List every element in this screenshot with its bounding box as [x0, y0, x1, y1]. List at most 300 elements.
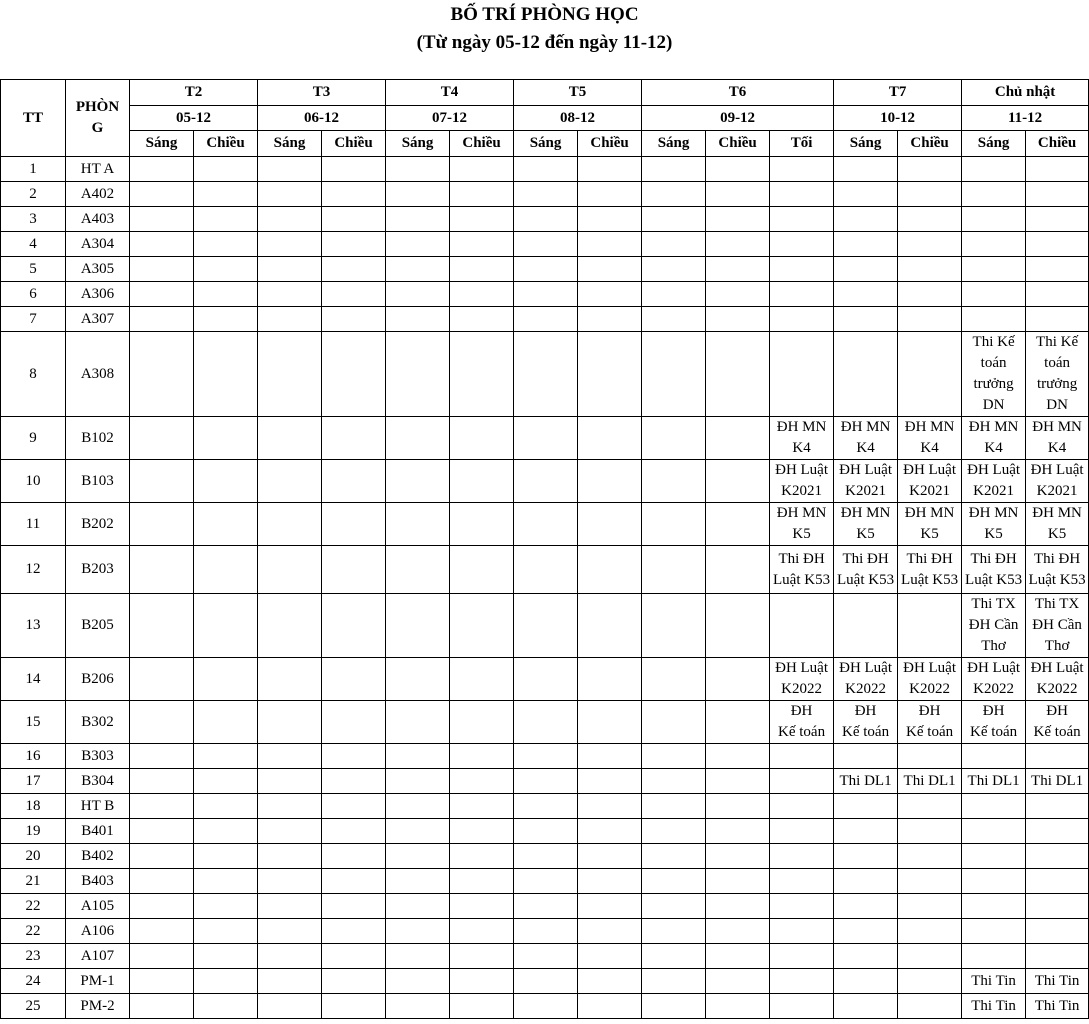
schedule-cell: [194, 919, 258, 944]
schedule-cell: [386, 658, 450, 701]
schedule-cell: [962, 232, 1026, 257]
schedule-cell: [706, 182, 770, 207]
table-row: [1, 594, 1089, 658]
table-row: [1, 869, 1089, 894]
schedule-cell: [258, 701, 322, 744]
table-row: [1, 282, 1089, 307]
schedule-cell: [322, 460, 386, 503]
schedule-cell: [706, 594, 770, 658]
room-name: HT A: [66, 157, 130, 182]
schedule-cell: [642, 417, 706, 460]
schedule-cell: [514, 460, 578, 503]
schedule-cell: [962, 207, 1026, 232]
table-row: [1, 769, 1089, 794]
schedule-cell: Thi ĐH Luật K53: [770, 546, 834, 594]
schedule-cell: [514, 232, 578, 257]
schedule-cell: [450, 207, 514, 232]
schedule-cell: [1026, 257, 1089, 282]
date-header: 05-12: [130, 106, 258, 131]
schedule-cell: [322, 658, 386, 701]
schedule-cell: [450, 794, 514, 819]
schedule-cell: ĐH Kế toán: [770, 701, 834, 744]
schedule-cell: [450, 969, 514, 994]
session-header: Chiều: [194, 131, 258, 157]
room-name: PM-1: [66, 969, 130, 994]
room-name: B202: [66, 503, 130, 546]
schedule-cell: [322, 994, 386, 1019]
session-header: Chiều: [322, 131, 386, 157]
schedule-cell: ĐH Luật K2021: [898, 460, 962, 503]
room-name: A106: [66, 919, 130, 944]
schedule-cell: [770, 157, 834, 182]
schedule-cell: [322, 257, 386, 282]
schedule-cell: [130, 503, 194, 546]
table-row: [1, 794, 1089, 819]
schedule-cell: [386, 769, 450, 794]
schedule-cell: [706, 844, 770, 869]
schedule-cell: [642, 919, 706, 944]
schedule-cell: [642, 744, 706, 769]
day-header: T7: [834, 80, 962, 106]
schedule-cell: [898, 844, 962, 869]
header-sessions-row: [1, 131, 1089, 157]
session-header: Chiều: [578, 131, 642, 157]
schedule-cell: [258, 307, 322, 332]
row-number: 4: [1, 232, 66, 257]
room-name: B205: [66, 594, 130, 658]
schedule-cell: [834, 307, 898, 332]
schedule-cell: [258, 919, 322, 944]
schedule-cell: [578, 658, 642, 701]
schedule-cell: [834, 157, 898, 182]
schedule-cell: Thi Tin: [1026, 969, 1089, 994]
row-number: 5: [1, 257, 66, 282]
schedule-cell: [770, 257, 834, 282]
schedule-cell: [642, 819, 706, 844]
schedule-cell: [1026, 844, 1089, 869]
schedule-cell: [386, 919, 450, 944]
schedule-cell: [258, 894, 322, 919]
table-row: [1, 894, 1089, 919]
schedule-cell: [706, 969, 770, 994]
row-number: 13: [1, 594, 66, 658]
schedule-cell: ĐH Kế toán: [1026, 701, 1089, 744]
table-row: [1, 460, 1089, 503]
date-header: 10-12: [834, 106, 962, 131]
schedule-cell: [642, 332, 706, 417]
table-row: [1, 232, 1089, 257]
schedule-cell: [386, 257, 450, 282]
room-name: PM-2: [66, 994, 130, 1019]
row-number: 9: [1, 417, 66, 460]
schedule-cell: [706, 503, 770, 546]
schedule-cell: [258, 257, 322, 282]
schedule-cell: Thi Kế toán trưởng DN: [1026, 332, 1089, 417]
schedule-cell: [130, 257, 194, 282]
schedule-cell: [578, 794, 642, 819]
day-header: T5: [514, 80, 642, 106]
session-header: Chiều: [706, 131, 770, 157]
schedule-cell: [578, 944, 642, 969]
day-header: T4: [386, 80, 514, 106]
schedule-cell: ĐH MN K4: [770, 417, 834, 460]
schedule-cell: [770, 819, 834, 844]
schedule-cell: ĐH MN K4: [962, 417, 1026, 460]
session-header: Sáng: [962, 131, 1026, 157]
schedule-cell: [514, 994, 578, 1019]
schedule-cell: [194, 307, 258, 332]
schedule-cell: [578, 282, 642, 307]
schedule-cell: [450, 844, 514, 869]
schedule-cell: [130, 658, 194, 701]
schedule-cell: [578, 769, 642, 794]
schedule-cell: [322, 794, 386, 819]
schedule-cell: [194, 701, 258, 744]
table-row: [1, 257, 1089, 282]
schedule-cell: [834, 207, 898, 232]
schedule-cell: [770, 594, 834, 658]
schedule-cell: [642, 769, 706, 794]
schedule-cell: [514, 701, 578, 744]
schedule-cell: [258, 869, 322, 894]
date-header: 11-12: [962, 106, 1089, 131]
session-header: Chiều: [898, 131, 962, 157]
row-number: 2: [1, 182, 66, 207]
table-row: [1, 332, 1089, 417]
schedule-cell: [322, 919, 386, 944]
row-number: 19: [1, 819, 66, 844]
schedule-cell: ĐH Kế toán: [962, 701, 1026, 744]
schedule-cell: [258, 944, 322, 969]
schedule-cell: ĐH Luật K2021: [834, 460, 898, 503]
room-name: B302: [66, 701, 130, 744]
schedule-cell: [194, 819, 258, 844]
schedule-cell: [386, 701, 450, 744]
schedule-cell: [194, 332, 258, 417]
schedule-cell: [258, 546, 322, 594]
room-name: A402: [66, 182, 130, 207]
schedule-cell: [962, 744, 1026, 769]
schedule-cell: [386, 307, 450, 332]
schedule-cell: [130, 182, 194, 207]
room-name: B206: [66, 658, 130, 701]
schedule-cell: [1026, 944, 1089, 969]
session-header: Tối: [770, 131, 834, 157]
schedule-cell: [642, 794, 706, 819]
schedule-cell: [898, 744, 962, 769]
schedule-cell: [514, 282, 578, 307]
schedule-cell: [194, 769, 258, 794]
session-header: Sáng: [130, 131, 194, 157]
schedule-cell: [834, 844, 898, 869]
table-row: [1, 994, 1089, 1019]
schedule-cell: [322, 594, 386, 658]
schedule-cell: [194, 157, 258, 182]
schedule-cell: [898, 944, 962, 969]
schedule-cell: [834, 894, 898, 919]
room-name: B203: [66, 546, 130, 594]
schedule-cell: Thi DL1: [962, 769, 1026, 794]
schedule-cell: [514, 594, 578, 658]
schedule-cell: [258, 819, 322, 844]
room-name: A107: [66, 944, 130, 969]
schedule-cell: [578, 460, 642, 503]
schedule-cell: [834, 994, 898, 1019]
schedule-cell: [770, 969, 834, 994]
schedule-cell: [450, 919, 514, 944]
schedule-cell: [386, 744, 450, 769]
schedule-cell: [770, 919, 834, 944]
schedule-cell: [770, 794, 834, 819]
schedule-cell: [770, 182, 834, 207]
schedule-cell: Thi ĐH Luật K53: [962, 546, 1026, 594]
schedule-cell: ĐH Luật K2022: [1026, 658, 1089, 701]
schedule-cell: [130, 844, 194, 869]
schedule-cell: [834, 969, 898, 994]
schedule-cell: [386, 207, 450, 232]
schedule-cell: Thi ĐH Luật K53: [1026, 546, 1089, 594]
schedule-cell: [386, 819, 450, 844]
schedule-cell: [578, 417, 642, 460]
schedule-cell: [450, 157, 514, 182]
column-header-room: PHÒN G: [66, 80, 130, 157]
table-row: [1, 744, 1089, 769]
schedule-cell: ĐH Luật K2021: [770, 460, 834, 503]
schedule-cell: ĐH Luật K2022: [770, 658, 834, 701]
schedule-cell: [194, 969, 258, 994]
schedule-cell: [514, 503, 578, 546]
schedule-cell: [642, 594, 706, 658]
schedule-cell: [962, 157, 1026, 182]
room-name: B102: [66, 417, 130, 460]
schedule-cell: ĐH Kế toán: [898, 701, 962, 744]
schedule-cell: [834, 794, 898, 819]
room-name: A304: [66, 232, 130, 257]
schedule-cell: [386, 332, 450, 417]
schedule-cell: Thi TX ĐH Cần Thơ: [1026, 594, 1089, 658]
schedule-cell: [386, 503, 450, 546]
schedule-cell: [770, 744, 834, 769]
schedule-cell: [450, 701, 514, 744]
schedule-cell: [130, 819, 194, 844]
schedule-cell: [322, 944, 386, 969]
row-number: 11: [1, 503, 66, 546]
schedule-cell: [514, 844, 578, 869]
row-number: 16: [1, 744, 66, 769]
schedule-cell: [258, 658, 322, 701]
schedule-cell: [386, 282, 450, 307]
schedule-cell: [770, 769, 834, 794]
room-name: A305: [66, 257, 130, 282]
schedule-cell: Thi ĐH Luật K53: [898, 546, 962, 594]
schedule-cell: ĐH MN K4: [1026, 417, 1089, 460]
schedule-cell: [130, 744, 194, 769]
schedule-cell: [322, 207, 386, 232]
schedule-cell: [450, 332, 514, 417]
schedule-cell: [514, 658, 578, 701]
schedule-cell: [578, 257, 642, 282]
schedule-cell: [1026, 282, 1089, 307]
schedule-cell: [194, 869, 258, 894]
schedule-cell: [322, 701, 386, 744]
schedule-cell: Thi TX ĐH Cần Thơ: [962, 594, 1026, 658]
schedule-cell: [578, 969, 642, 994]
schedule-cell: ĐH Luật K2022: [962, 658, 1026, 701]
schedule-cell: [578, 546, 642, 594]
schedule-cell: [770, 332, 834, 417]
schedule-cell: [770, 282, 834, 307]
schedule-cell: [578, 701, 642, 744]
schedule-cell: [258, 207, 322, 232]
room-name: B304: [66, 769, 130, 794]
table-row: [1, 944, 1089, 969]
schedule-cell: [642, 894, 706, 919]
table-row: [1, 701, 1089, 744]
row-number: 10: [1, 460, 66, 503]
schedule-cell: [322, 182, 386, 207]
schedule-cell: [514, 307, 578, 332]
schedule-cell: [130, 869, 194, 894]
schedule-cell: [898, 182, 962, 207]
room-name: A307: [66, 307, 130, 332]
schedule-cell: [770, 232, 834, 257]
schedule-cell: [258, 594, 322, 658]
schedule-cell: [322, 232, 386, 257]
row-number: 1: [1, 157, 66, 182]
schedule-cell: [770, 944, 834, 969]
schedule-cell: [322, 417, 386, 460]
schedule-cell: [578, 307, 642, 332]
date-header: 08-12: [514, 106, 642, 131]
schedule-cell: [322, 769, 386, 794]
schedule-cell: [258, 182, 322, 207]
schedule-cell: [130, 417, 194, 460]
schedule-cell: [130, 232, 194, 257]
schedule-cell: [898, 207, 962, 232]
day-header: T3: [258, 80, 386, 106]
schedule-cell: [450, 994, 514, 1019]
room-name: B103: [66, 460, 130, 503]
schedule-cell: [642, 460, 706, 503]
schedule-cell: [258, 844, 322, 869]
schedule-cell: [130, 969, 194, 994]
schedule-cell: ĐH MN K5: [962, 503, 1026, 546]
schedule-cell: [450, 546, 514, 594]
schedule-cell: [898, 307, 962, 332]
schedule-cell: [386, 794, 450, 819]
schedule-cell: [962, 182, 1026, 207]
schedule-cell: [642, 658, 706, 701]
schedule-cell: Thi DL1: [834, 769, 898, 794]
schedule-cell: [898, 157, 962, 182]
room-name: A308: [66, 332, 130, 417]
row-number: 21: [1, 869, 66, 894]
schedule-cell: [898, 894, 962, 919]
schedule-cell: [578, 207, 642, 232]
schedule-cell: [578, 332, 642, 417]
schedule-cell: [130, 332, 194, 417]
room-name: A105: [66, 894, 130, 919]
room-name: B401: [66, 819, 130, 844]
column-header-tt: TT: [1, 80, 66, 157]
schedule-cell: [1026, 157, 1089, 182]
schedule-cell: [962, 944, 1026, 969]
row-number: 18: [1, 794, 66, 819]
row-number: 8: [1, 332, 66, 417]
table-row: [1, 658, 1089, 701]
schedule-cell: ĐH MN K5: [770, 503, 834, 546]
schedule-cell: [578, 819, 642, 844]
day-header: Chủ nhật: [962, 80, 1089, 106]
schedule-cell: [130, 944, 194, 969]
schedule-cell: [706, 769, 770, 794]
schedule-cell: [130, 282, 194, 307]
schedule-cell: [706, 257, 770, 282]
schedule-cell: [386, 182, 450, 207]
schedule-cell: [386, 594, 450, 658]
schedule-cell: [386, 546, 450, 594]
row-number: 7: [1, 307, 66, 332]
schedule-cell: [706, 944, 770, 969]
schedule-cell: [258, 794, 322, 819]
schedule-cell: [1026, 744, 1089, 769]
schedule-cell: Thi ĐH Luật K53: [834, 546, 898, 594]
schedule-cell: [450, 658, 514, 701]
schedule-cell: [578, 232, 642, 257]
schedule-cell: [706, 744, 770, 769]
schedule-cell: [322, 546, 386, 594]
schedule-cell: [706, 658, 770, 701]
schedule-cell: [194, 794, 258, 819]
schedule-cell: [962, 869, 1026, 894]
schedule-cell: [386, 417, 450, 460]
schedule-cell: [642, 257, 706, 282]
schedule-cell: [450, 417, 514, 460]
schedule-cell: [322, 503, 386, 546]
schedule-cell: [578, 844, 642, 869]
schedule-cell: [130, 546, 194, 594]
schedule-cell: ĐH Luật K2021: [1026, 460, 1089, 503]
schedule-cell: [706, 794, 770, 819]
session-header: Chiều: [1026, 131, 1089, 157]
schedule-cell: [834, 919, 898, 944]
session-header: Sáng: [386, 131, 450, 157]
schedule-cell: [258, 417, 322, 460]
schedule-cell: [1026, 232, 1089, 257]
schedule-cell: [322, 869, 386, 894]
schedule-cell: ĐH Luật K2021: [962, 460, 1026, 503]
schedule-cell: ĐH MN K4: [898, 417, 962, 460]
schedule-cell: [194, 460, 258, 503]
schedule-cell: [514, 944, 578, 969]
schedule-cell: [898, 282, 962, 307]
schedule-cell: [642, 546, 706, 594]
schedule-cell: [130, 794, 194, 819]
schedule-cell: [706, 332, 770, 417]
schedule-cell: [834, 744, 898, 769]
schedule-cell: [386, 944, 450, 969]
room-name: HT B: [66, 794, 130, 819]
schedule-cell: [1026, 794, 1089, 819]
schedule-cell: [130, 994, 194, 1019]
schedule-cell: [130, 894, 194, 919]
schedule-cell: [1026, 182, 1089, 207]
schedule-cell: [514, 157, 578, 182]
schedule-cell: [194, 503, 258, 546]
schedule-cell: [898, 919, 962, 944]
schedule-cell: [450, 769, 514, 794]
schedule-cell: [450, 257, 514, 282]
